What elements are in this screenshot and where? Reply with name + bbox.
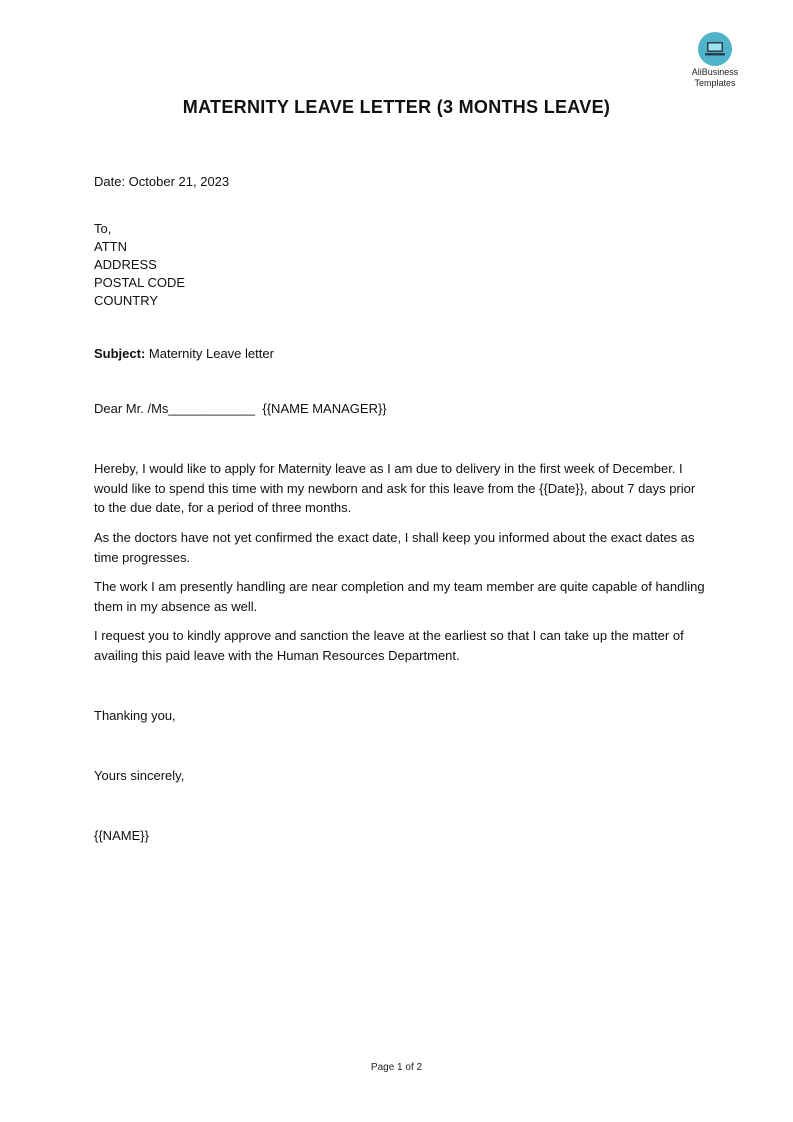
page-title: MATERNITY LEAVE LETTER (3 MONTHS LEAVE): [182, 97, 611, 117]
logo-text-line2: Templates: [694, 78, 736, 88]
closing-sincerely: Yours sincerely,: [94, 768, 185, 783]
letter-date: Date: October 21, 2023: [94, 174, 230, 189]
laptop-icon: [698, 32, 732, 66]
signature-placeholder: {{NAME}}: [94, 828, 149, 843]
body-paragraph-3: The work I am presently handling are near completion and my team member are quite capable of handling them in my absence as well.: [94, 579, 705, 614]
address-country: COUNTRY: [94, 293, 159, 308]
address-attn: ATTN: [94, 239, 127, 254]
subject-text: Maternity Leave letter: [145, 346, 274, 361]
address-to: To,: [94, 221, 112, 236]
company-logo: [678, 32, 752, 88]
body-paragraph-4: I request you to kindly approve and sanction the leave at the earliest so that I can take up the matter of availing this paid leave with the Human Resources Department.: [94, 628, 684, 663]
recipient-address: [94, 220, 185, 310]
subject-line: [94, 345, 274, 363]
body-paragraph-2: As the doctors have not yet confirmed the exact date, I shall keep you informed about the exact dates as time progresses.: [94, 530, 695, 565]
subject-label: Subject:: [94, 346, 146, 361]
address-line: ADDRESS: [94, 257, 157, 272]
page-number: Page 1 of 2: [370, 1062, 423, 1073]
address-postal-code: POSTAL CODE: [94, 275, 186, 290]
closing-thanks: Thanking you,: [94, 708, 176, 723]
logo-text-line1: AliBusiness: [691, 67, 739, 77]
salutation: Dear Mr. /Ms____________ {{NAME MANAGER}}: [94, 401, 387, 416]
body-paragraph-1: Hereby, I would like to apply for Maternity leave as I am due to delivery in the first week of December. I would like to spend this time with my newborn and ask for this leave from the {{Date}}, about 7 days prior to the due date, for a period of three months.: [94, 461, 696, 515]
